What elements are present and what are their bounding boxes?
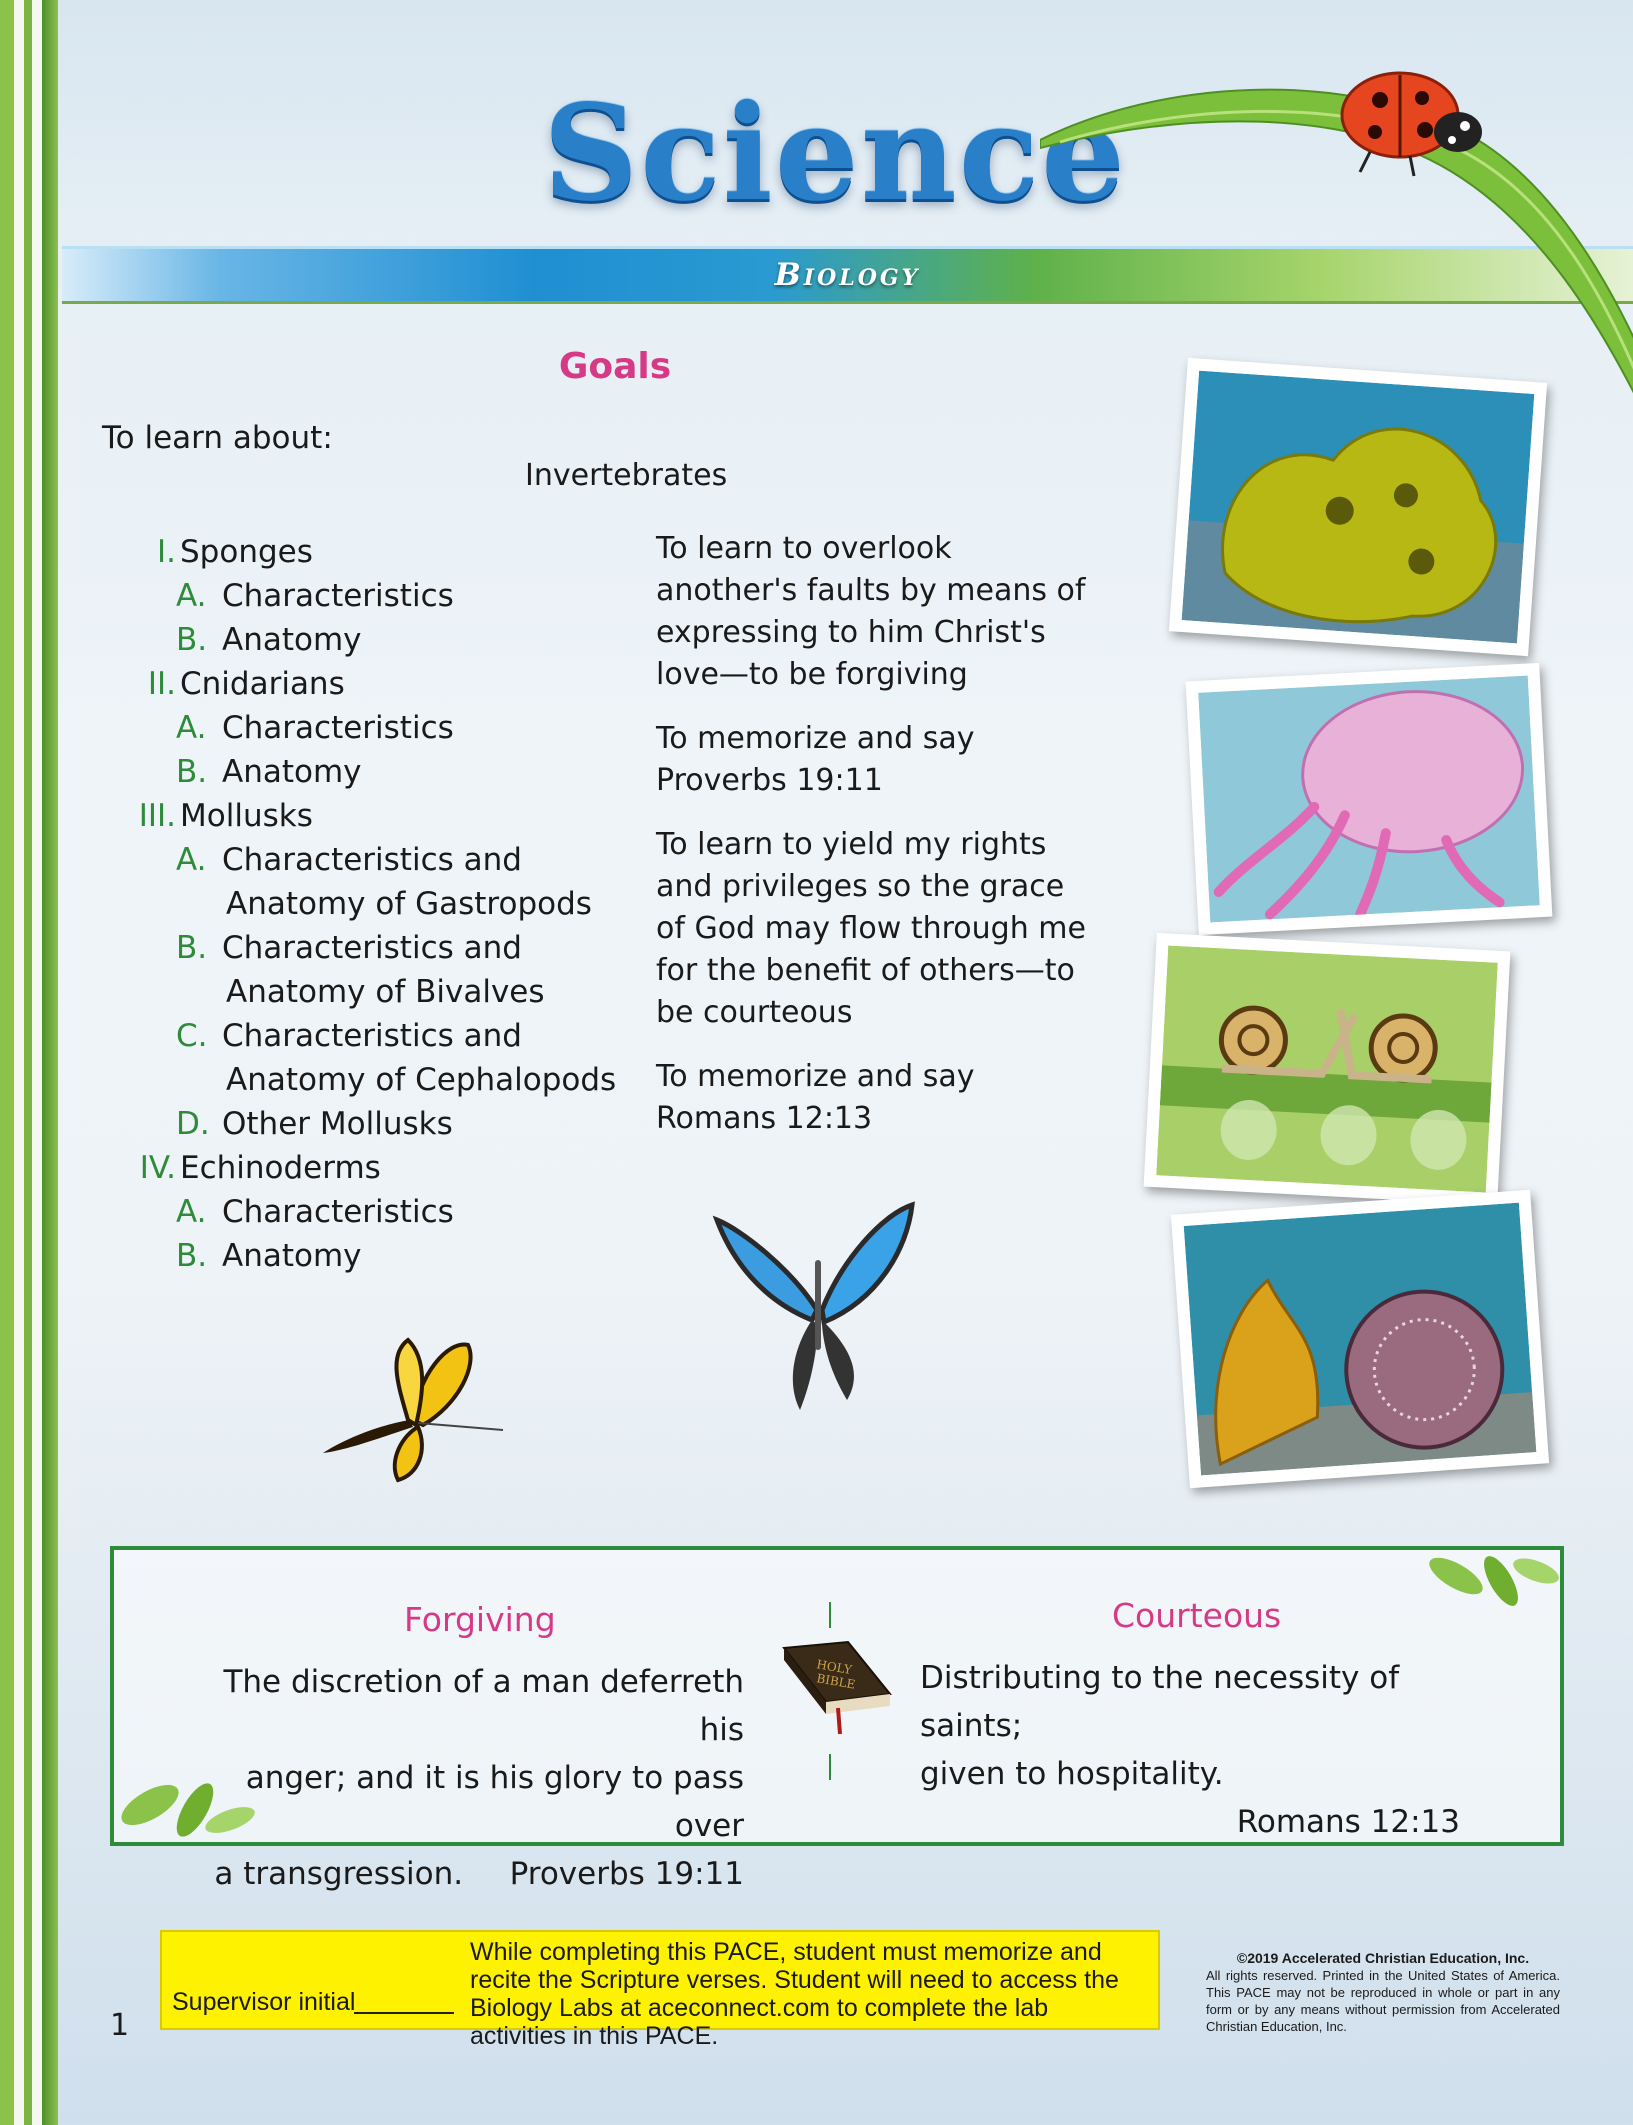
forgiving-verse [204,1658,744,1898]
outline-subtopic: Other Mollusks [222,1106,453,1142]
character-goal: To memorize and say Proverbs 19:11 [656,721,975,798]
page-title: Science [542,76,1128,231]
character-goal: To learn to yield my rights and privileges so the grace of God may flow through me for the benefit of others—to be courteous [656,827,1086,1030]
bible-label: BIBLE [815,1671,857,1692]
yellow-butterfly-icon [318,1335,508,1485]
verse-reference: Romans 12:13 [1236,1804,1460,1840]
character-goal: To memorize and say Romans 12:13 [656,1059,975,1136]
goals-heading: Goals [558,346,672,387]
supervisor-initial-line[interactable] [354,2012,454,2014]
copyright-notice [1206,1950,1560,2035]
leaves-icon [110,1750,260,1840]
outline-numeral: I. [157,534,176,570]
copyright-body: All rights reserved. Printed in the United States of America. This PACE may not be reproduced in whole or part in any form or by any means without permission from Accelerated Christian Education, Inc. [1206,1968,1560,2034]
outline-numeral: II. [147,666,176,702]
forgiving-title: Forgiving [404,1600,556,1639]
outline-topic: Echinoderms [180,1150,381,1186]
goals-subject: Invertebrates [525,458,728,493]
outline-letter: B. [176,622,208,658]
verse-line: The discretion of a man deferreth his [223,1664,744,1748]
verse-line: given to hospitality. [920,1756,1224,1792]
divider [829,1754,831,1780]
outline-letter: D. [176,1106,210,1142]
outline-topic: Mollusks [180,798,313,834]
goals-intro: To learn about: [102,420,333,456]
outline-numeral: III. [138,798,176,834]
outline-subtopic: Characteristics [222,710,454,746]
outline-subtopic: Characteristics and [222,1018,522,1054]
outline-subtopic-cont: Anatomy of Cephalopods [226,1062,617,1098]
notice-text: While completing this PACE, student must memorize and recite the Scripture verses. Student will need to access the Biology Labs at aceconnect.com to complete the lab activities in this PACE. [470,1938,1119,2050]
supervisor-label: Supervisor initial [172,1988,356,2016]
character-goal: To learn to overlook another's faults by means of expressing to him Christ's love—to be forgiving [656,531,1086,692]
courteous-title: Courteous [1112,1596,1282,1635]
outline-topic: Cnidarians [180,666,345,702]
verse-line: anger; and it is his glory to pass over [245,1760,744,1844]
outline-letter: C. [176,1018,208,1054]
outline-subtopic: Characteristics [222,1194,454,1230]
border-stripe [14,0,24,2125]
page-subtitle: Biology [774,257,921,293]
sea-urchin-photo [1171,1190,1549,1488]
snails-photo [1144,933,1511,1205]
outline-letter: B. [176,1238,208,1274]
page-number: 1 [110,2008,130,2043]
outline-subtopic-cont: Anatomy of Gastropods [226,886,592,922]
supervisor-notice [160,1930,1160,2050]
outline-subtopic: Characteristics [222,578,454,614]
outline-topic: Sponges [180,534,313,570]
ladybug-icon [1330,60,1490,180]
outline-letter: B. [176,754,208,790]
verse-line: a transgression. Proverbs 19:11 [214,1856,744,1892]
verse-line: Distributing to the necessity of saints; [920,1660,1400,1744]
blue-butterfly-icon [712,1200,922,1415]
outline-letter: A. [176,710,207,746]
border-stripe [42,0,58,2125]
sponge-photo [1169,358,1547,656]
outline-numeral: IV. [139,1150,176,1186]
outline-subtopic: Anatomy [222,754,362,790]
topic-outline [100,530,616,1278]
border-stripe [0,0,14,2125]
courteous-verse [920,1654,1460,1846]
outline-letter: A. [176,578,207,614]
border-stripe [32,0,42,2125]
outline-letter: A. [176,842,207,878]
copyright-title: ©2019 Accelerated Christian Education, Inc. [1236,1950,1530,1966]
memory-verses-box [110,1546,1564,1892]
bible-icon [778,1638,894,1738]
leaves-icon [1426,1546,1560,1636]
outline-letter: B. [176,930,208,966]
outline-subtopic: Characteristics and [222,930,522,966]
bible-label: HOLY [815,1657,853,1678]
character-goals [656,528,1096,1162]
outline-subtopic-cont: Anatomy of Bivalves [226,974,545,1010]
divider [829,1602,831,1628]
outline-subtopic: Anatomy [222,1238,362,1274]
outline-subtopic: Anatomy [222,622,362,658]
jellyfish-photo [1186,663,1553,935]
outline-subtopic: Characteristics and [222,842,522,878]
border-stripe [24,0,32,2125]
outline-letter: A. [176,1194,207,1230]
